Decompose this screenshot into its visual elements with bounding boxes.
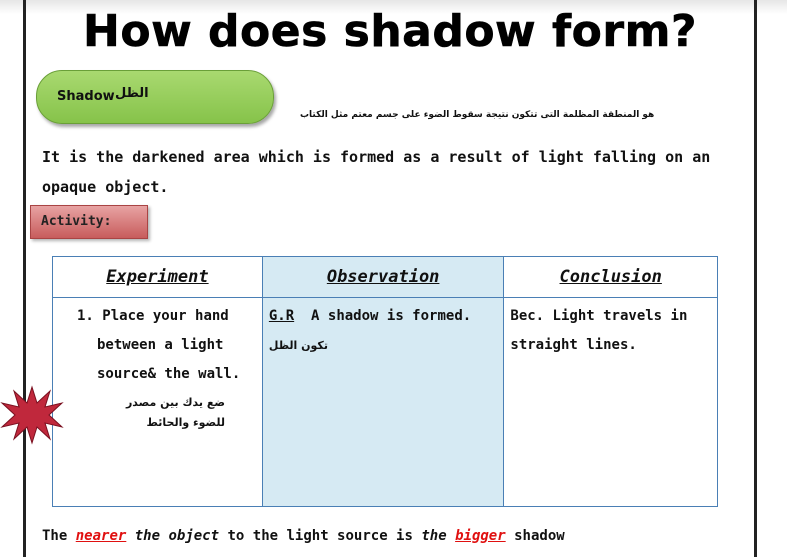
- arabic-definition-text: هو المنطقة المظلمة التى تتكون نتيجة سقوط الضوء على جسم معتم مثل الكتاب: [300, 110, 655, 120]
- experiment-number: 1.: [77, 308, 94, 324]
- experiment-text: Place your hand between a light source& the wall.: [97, 308, 241, 382]
- table-header-row: [53, 257, 718, 298]
- header-observation: Observation: [262, 257, 504, 298]
- page-title: How does shadow form?: [83, 6, 697, 57]
- shadow-term-english: Shadow: [57, 89, 115, 104]
- shadow-definition: It is the darkened area which is formed as a result of light falling on an opaque object.: [42, 148, 711, 196]
- header-experiment: Experiment: [53, 257, 263, 298]
- observation-arabic: تكون الظل: [268, 339, 328, 352]
- bottom-word-the: The: [42, 528, 68, 544]
- activity-label: Activity:: [41, 214, 112, 229]
- bottom-word-object: the object: [134, 528, 220, 544]
- observation-gr: G.R: [268, 308, 295, 324]
- experiment-table: [52, 256, 718, 507]
- shadow-term-badge: [36, 70, 274, 124]
- arabic-definition: [300, 110, 740, 120]
- observation-text: A shadow is formed.: [311, 308, 472, 324]
- shadow-term-arabic: الظل: [115, 86, 149, 101]
- bottom-word-nearer: nearer: [75, 528, 127, 544]
- observation-cell: [262, 298, 504, 507]
- experiment-cell: [53, 298, 263, 507]
- bottom-statement: [42, 528, 762, 544]
- header-conclusion: Conclusion: [504, 257, 718, 298]
- bottom-word-shadow: shadow: [514, 528, 565, 544]
- conclusion-text: Bec. Light travels in straight lines.: [510, 308, 688, 353]
- table-row: [53, 298, 718, 507]
- experiment-item: [59, 302, 256, 389]
- bottom-word-middle: to the light source is: [227, 528, 413, 544]
- bottom-word-bigger: bigger: [455, 528, 506, 544]
- bottom-word-the2: the: [421, 528, 447, 544]
- conclusion-cell: [504, 298, 718, 507]
- experiment-arabic: ضع يدك بين مصدر للضوء والحائط: [125, 396, 225, 429]
- activity-tab: [30, 205, 148, 239]
- starburst-icon: [0, 385, 64, 445]
